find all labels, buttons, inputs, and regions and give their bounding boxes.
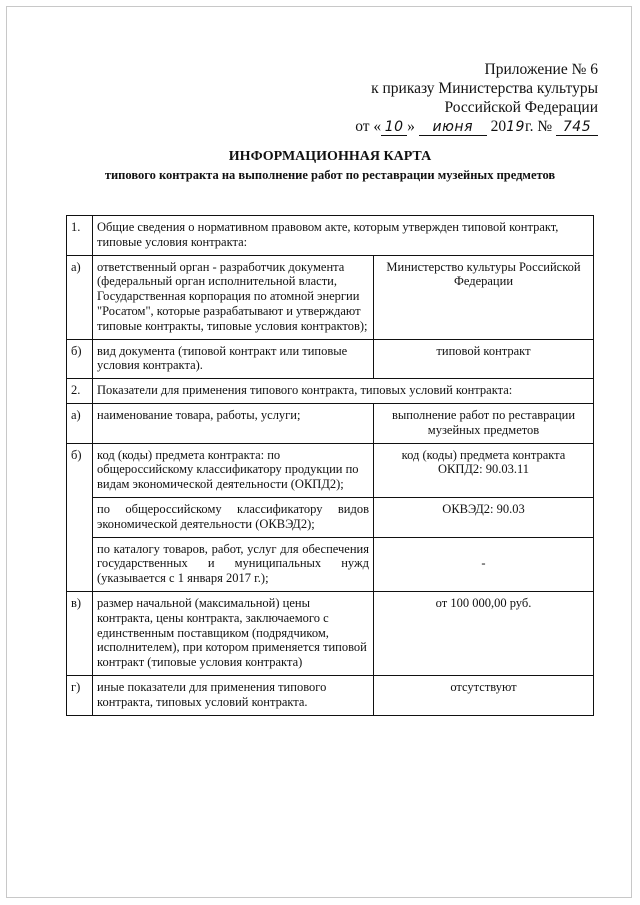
row-number: 1. (67, 216, 93, 256)
section-heading: Общие сведения о нормативном правовом акте, которым утвержден типовой контракт, типовые условия контракта: (93, 216, 594, 256)
row-number: а) (67, 255, 93, 339)
order-reference-line2: Российской Федерации (444, 99, 598, 116)
table-row (67, 497, 594, 537)
section-heading: Показатели для применения типового контракта, типовых условий контракта: (93, 379, 594, 404)
row-description: размер начальной (максимальной) цены контракта, цены контракта, заключаемого с единственным поставщиком (подрядчиком, исполнителем), при котором применяется типовой контракт (типовые условия контракта) (93, 591, 374, 675)
order-number-handwritten: 745 (556, 120, 598, 136)
row-number: в) (67, 591, 93, 675)
row-value: от 100 000,00 руб. (374, 591, 594, 675)
row-description: иные показатели для применения типового контракта, типовых условий контракта. (93, 675, 374, 715)
table-row (67, 675, 594, 715)
table-row (67, 255, 594, 339)
row-value: отсутствуют (374, 675, 594, 715)
order-year-prefix: 20 (490, 118, 507, 135)
row-value: выполнение работ по реставрации музейных предметов (374, 403, 594, 443)
row-description: по общероссийскому классификатору видов экономической деятельности (ОКВЭД2); (93, 497, 374, 537)
order-day-handwritten: 10 (381, 120, 407, 136)
table-row-section-2 (67, 379, 594, 404)
order-date-number (298, 117, 598, 136)
row-description: по каталогу товаров, работ, услуг для обеспечения государственных и муниципальных нужд (указывается с 1 января 2017 г.); (93, 537, 374, 591)
row-number: г) (67, 675, 93, 715)
row-value: - (374, 537, 594, 591)
order-year-handwritten: 19 (506, 119, 525, 135)
row-description: наименование товара, работы, услуги; (93, 403, 374, 443)
document-title (40, 148, 620, 184)
title-main: ИНФОРМАЦИОННАЯ КАРТА (228, 149, 432, 164)
row-description: вид документа (типовой контракт или типовые условия контракта). (93, 339, 374, 379)
row-value: Министерство культуры Российской Федерации (374, 255, 594, 339)
table-row (67, 403, 594, 443)
row-number: а) (67, 403, 93, 443)
order-number-label: г. № (524, 118, 553, 135)
row-value: типовой контракт (374, 339, 594, 379)
information-card-table (66, 215, 594, 716)
row-number: 2. (67, 379, 93, 404)
document-header (298, 60, 598, 136)
table-row (67, 537, 594, 591)
table-row (67, 591, 594, 675)
table-row (67, 443, 594, 497)
row-number: б) (67, 443, 93, 591)
order-month-handwritten: июня (419, 120, 487, 136)
row-value: код (коды) предмета контракта ОКПД2: 90.03.11 (374, 443, 594, 497)
row-description: ответственный орган - разработчик документа (федеральный орган исполнительной власти, Государственная корпорация по атомной энергии "Росатом", которые разрабатывают и утверждают типовые контракты, типовые условия контрактов); (93, 255, 374, 339)
table-row-section-1 (67, 216, 594, 256)
row-number: б) (67, 339, 93, 379)
row-value: ОКВЭД2: 90.03 (374, 497, 594, 537)
order-reference-line1: к приказу Министерства культуры (371, 80, 598, 97)
order-prefix: от « (355, 118, 382, 135)
title-subtitle: типового контракта на выполнение работ по реставрации музейных предметов (104, 168, 556, 182)
row-description: код (коды) предмета контракта: по общероссийскому классификатору продукции по видам экономической деятельности (ОКПД2); (93, 443, 374, 497)
appendix-label: Приложение № 6 (484, 61, 598, 78)
order-quote-close: » (407, 118, 415, 135)
table-row (67, 339, 594, 379)
